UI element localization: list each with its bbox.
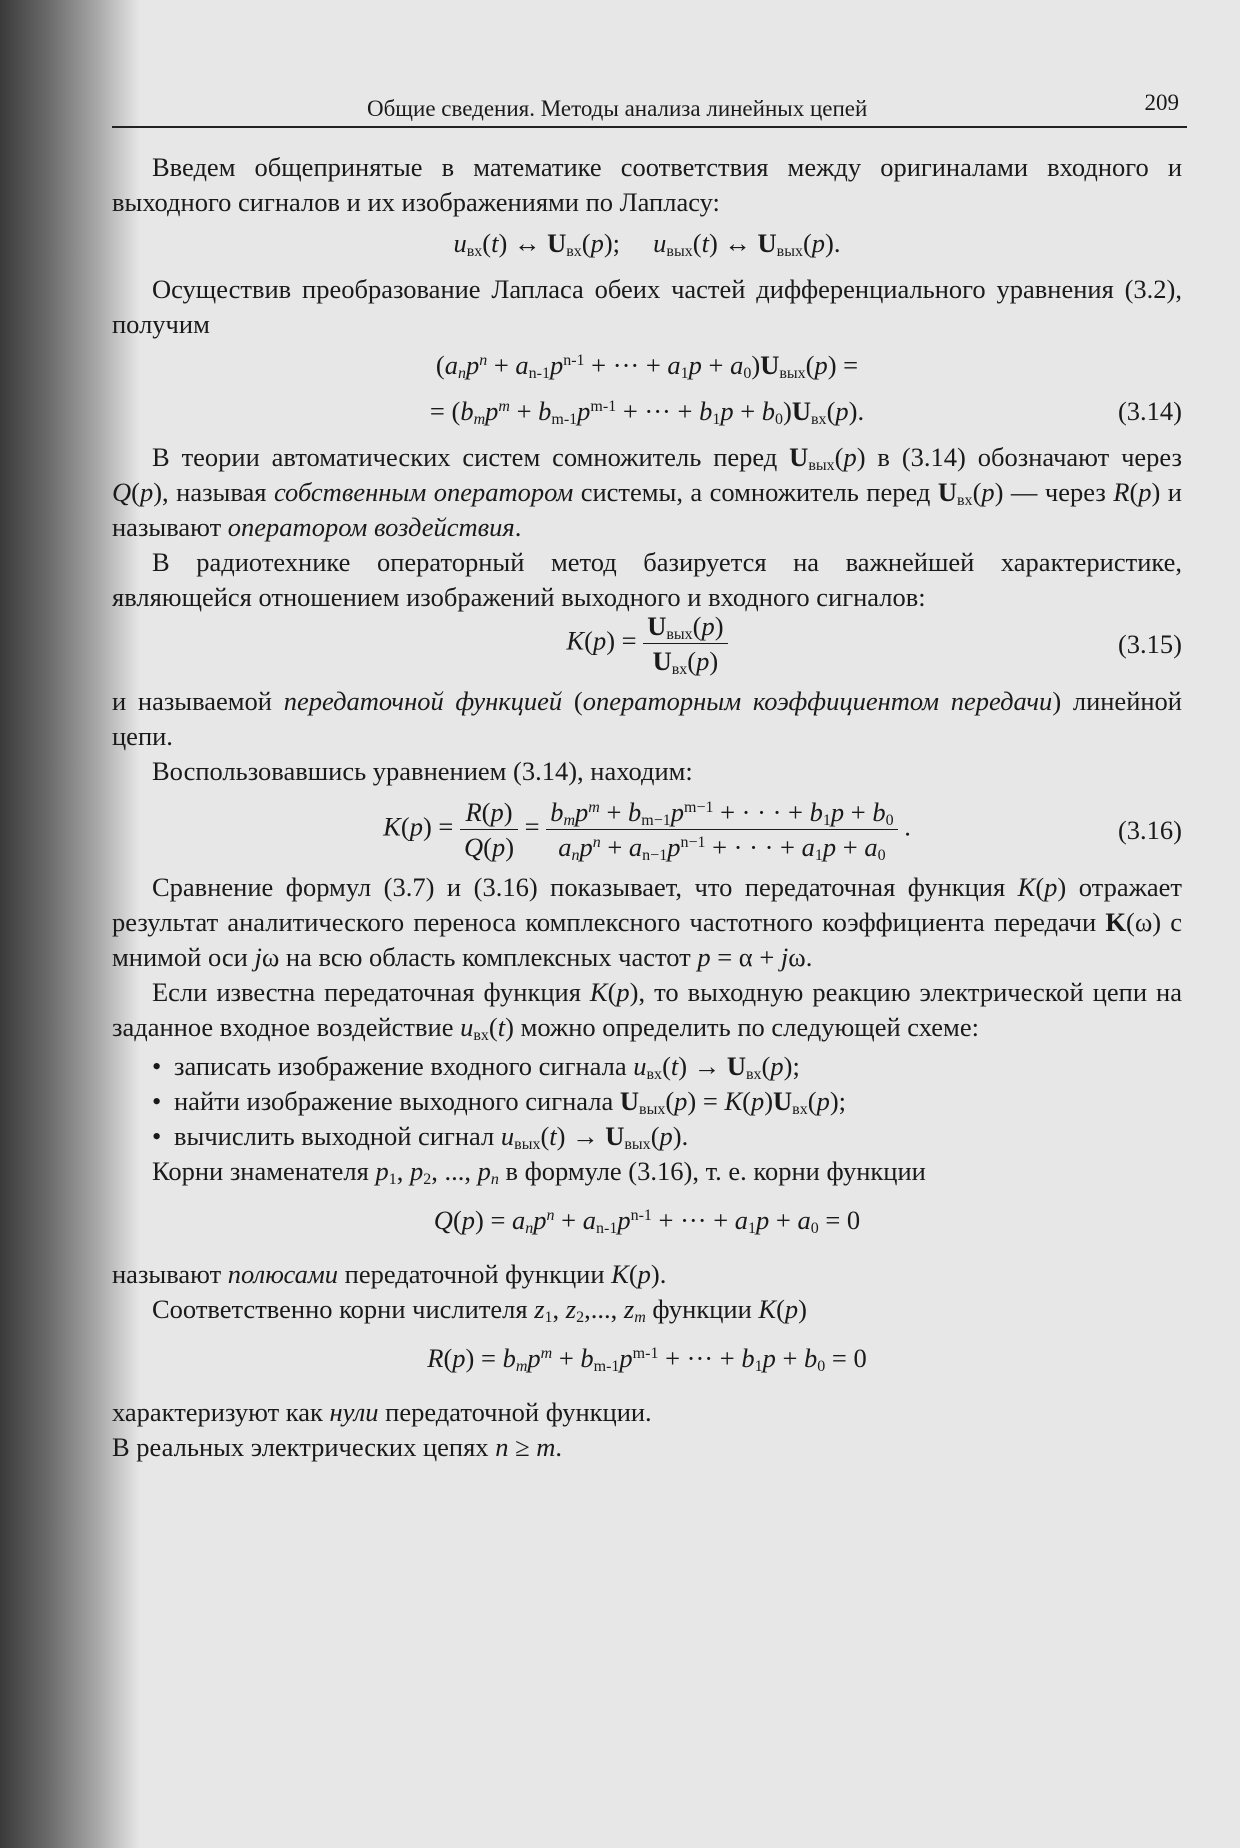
equation-3-15: K(p) = $\frac{U_{вых}(p)}{U_{вх}(p)}$ (3.15) <box>566 611 1182 678</box>
paragraph: Введем общепринятые в математике соответствия между оригиналами входного и выходного сигналов и их изображениями по Лапласу: <box>112 152 1182 217</box>
equation-denominator: $Q(p) = a_np^n + a_{n-1}p^{n-1}$ + ··· + $a_1p + a_0 = 0$ <box>433 1205 861 1237</box>
paragraph: Сравнение формул (3.7) и (3.16) показывает, что передаточная функция K(p) отражает результат аналитического переноса комплексного частотного коэффициента передачи K(ω) с мнимой оси jω на всю область комплексных частот p = α + jω. <box>112 872 1182 972</box>
equation-3-14-line1: ($a_np^n + a_{n-1}p^{n-1}$ + ··· + $a_1p + a_0)U_{вых}(p)$ = <box>435 350 859 382</box>
bullet-list <box>112 1049 1182 1154</box>
equation-3-14-line2: = ($b_mp^m + b_{m-1}p^{m-1}$ + ··· + $b_1p + b_0)U_{вх}(p)$. (3.14) <box>429 396 1182 428</box>
paragraph: Если известна передаточная функция K(p), то выходную реакцию электрической цепи на заданное входное воздействие $u_{вх}(t)$ можно определить по следующей схеме: <box>112 977 1182 1044</box>
paragraph: называют полюсами передаточной функции K(p). <box>112 1259 667 1289</box>
paragraph: В радиотехнике операторный метод базируется на важнейшей характеристике, являющейся отношением изображений выходного и входного сигналов: <box>112 547 1182 612</box>
paragraph: характеризуют как нули передаточной функции. <box>112 1397 652 1427</box>
equation-numerator: $R(p) = b_mp^m + b_{m-1}p^{m-1}$ + ··· + $b_1p + b_0 = 0$ <box>427 1343 867 1375</box>
equation-number: (3.16) <box>1117 815 1182 845</box>
running-header <box>112 90 1187 128</box>
page-body <box>112 150 1182 1465</box>
paragraph: В теории автоматических систем сомножитель перед $U_{вых}(p)$ в (3.14) обозначают через Q(p), называя собственным оператором системы, а сомножитель перед $U_{вх}(p)$ — через R(p) и называют оператором воздействия. <box>112 442 1182 542</box>
list-item: • вычислить выходной сигнал $u_{вых}(t) \to U_{вых}(p)$. <box>152 1119 1182 1154</box>
list-item: • найти изображение выходного сигнала $U_{вых}(p) = K(p)U_{вх}(p)$; <box>152 1084 1182 1119</box>
list-item: • записать изображение входного сигнала $u_{вх}(t) \to U_{вх}(p)$; <box>152 1049 1182 1084</box>
equation-number: (3.14) <box>1117 396 1182 426</box>
book-page <box>112 0 1187 1848</box>
paragraph: и называемой передаточной функцией (операторным коэффициентом передачи) линейной цепи. <box>112 686 1182 751</box>
paragraph: Осуществив преобразование Лапласа обеих частей дифференциального уравнения (3.2), получим <box>112 274 1182 339</box>
header-title: Общие сведения. Методы анализа линейных цепей <box>367 96 868 121</box>
equation-3-16: K(p) = $\frac{R(p)}{Q(p)}$ = $\frac{b_mp^m + b_{m-1}p^{m-1} + \cdot \cdot \cdot + b_1p + b_0}{a_np^n + a_{n-1}p^{n-1} + \cdot \cdot \cdot + a_1p + a_0}$ . (3.16) <box>383 797 1182 864</box>
paragraph: Воспользовавшись уравнением (3.14), находим: <box>152 756 693 786</box>
equation-laplace-correspondence: $u_{вх}(t)$ ↔ $U_{вх}(p)$; $u_{вых}(t)$ ↔ $U_{вых}(p)$. <box>453 228 841 260</box>
page-number: 209 <box>1144 90 1179 115</box>
paragraph: Корни знаменателя $p_1$, $p_2$, ..., $p_n$ в формуле (3.16), т. е. корни функции <box>152 1156 926 1188</box>
equation-number: (3.15) <box>1117 629 1182 659</box>
paragraph: Соответственно корни числителя $z_1$, $z_2$,..., $z_m$ функции K(p) <box>152 1294 807 1326</box>
paragraph: В реальных электрических цепях n ≥ m. <box>112 1432 562 1462</box>
